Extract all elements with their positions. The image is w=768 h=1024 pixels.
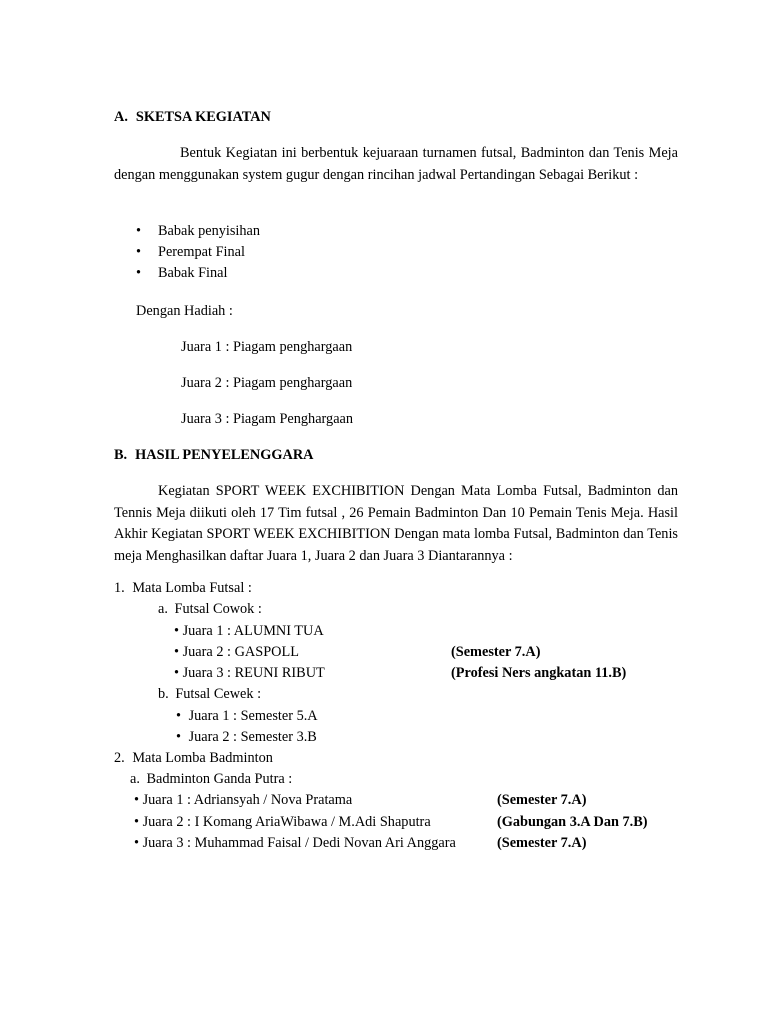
bullet-icon: • (174, 623, 180, 639)
prize-item: Juara 2 : Piagam penghargaan (181, 375, 353, 391)
prize-item: Juara 1 : Piagam penghargaan (181, 339, 353, 355)
winner-note: (Semester 7.A) (497, 792, 587, 808)
winner-row: • Juara 1 : ALUMNI TUA (174, 623, 324, 639)
bullet-icon: • (134, 792, 140, 808)
winner-row: • Juara 2 : GASPOLL (174, 644, 299, 660)
bullet-icon: • (136, 223, 142, 239)
sublist-item: b. Futsal Cewek : (158, 686, 262, 702)
bullet-icon: • (134, 814, 140, 830)
sublist-item: a. Futsal Cowok : (158, 601, 262, 617)
section-a-paragraph: Bentuk Kegiatan ini berbentuk kejuaraan turnamen futsal, Badminton dan Tenis Meja dengan menggunakan system gugur dengan rincihan jadwal Pertandingan Sebagai Berikut : (114, 145, 678, 183)
bullet-icon: • (174, 644, 180, 660)
prize-item: Juara 3 : Piagam Penghargaan (181, 411, 354, 427)
bullet-icon: • (174, 665, 180, 681)
bullet-item: • Perempat Final (136, 242, 245, 263)
winner-note: (Profesi Ners angkatan 11.B) (451, 665, 627, 681)
sublist-item: a. Badminton Ganda Putra : (130, 771, 293, 787)
winner-row: • Juara 1 : Semester 5.A (176, 708, 318, 724)
section-a-heading: A. SKETSA KEGIATAN (114, 109, 271, 125)
winner-row: • Juara 1 : Adriansyah / Nova Pratama (134, 792, 353, 808)
prize-heading: Dengan Hadiah : (136, 303, 233, 319)
bullet-icon: • (136, 244, 142, 260)
bullet-icon: • (176, 708, 182, 724)
section-b-paragraph: Kegiatan SPORT WEEK EXCHIBITION Dengan Mata Lomba Futsal, Badminton dan Tennis Meja diikuti oleh 17 Tim futsal , 26 Pemain Badminton Dan 10 Pemain Tenis Meja. Hasil Akhir Kegiatan SPORT WEEK EXCHIBITION Dengan mata lomba Futsal, Badminton dan Tenis meja Menghasilkan daftar Juara 1, Juara 2 dan Juara 3 Diantarannya : (114, 483, 678, 564)
bullet-icon: • (134, 835, 140, 851)
bullet-item: • Babak penyisihan (136, 221, 260, 242)
list-item-futsal: 1. Mata Lomba Futsal : (114, 580, 252, 596)
winner-row: • Juara 2 : Semester 3.B (176, 729, 317, 745)
bullet-icon: • (136, 265, 142, 281)
winner-note: (Semester 7.A) (497, 835, 587, 851)
winner-note: (Gabungan 3.A Dan 7.B) (497, 814, 648, 830)
bullet-item: • Babak Final (136, 263, 228, 284)
bullet-icon: • (176, 729, 182, 745)
winner-note: (Semester 7.A) (451, 644, 541, 660)
list-item-badminton: 2. Mata Lomba Badminton (114, 750, 273, 766)
winner-row: • Juara 2 : I Komang AriaWibawa / M.Adi Shaputra (134, 814, 431, 830)
winner-row: • Juara 3 : REUNI RIBUT (174, 665, 325, 681)
section-b-heading: B. HASIL PENYELENGGARA (114, 447, 314, 463)
winner-row: • Juara 3 : Muhammad Faisal / Dedi Novan Ari Anggara (134, 835, 456, 851)
